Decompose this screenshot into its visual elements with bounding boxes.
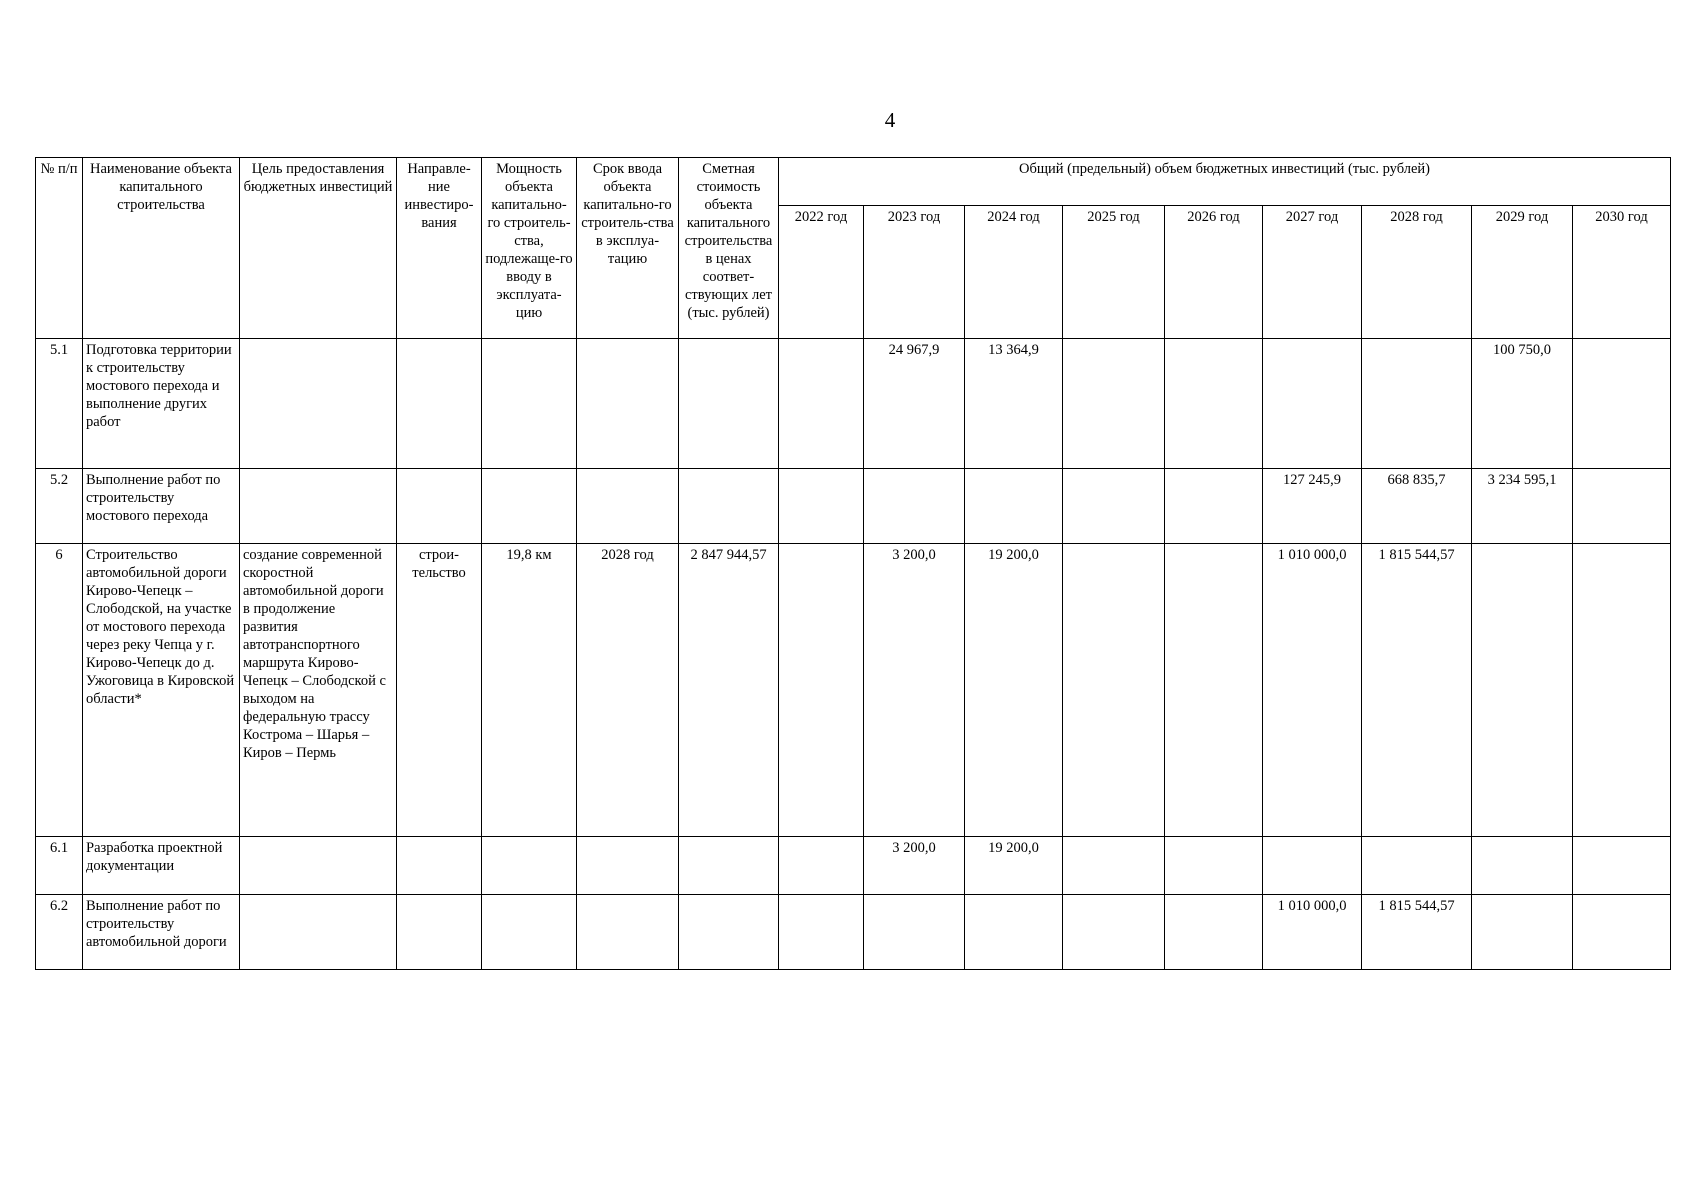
table-row: [36, 469, 1671, 544]
year-value: [1165, 895, 1263, 970]
capacity: [482, 837, 577, 895]
year-value: 127 245,9: [1263, 469, 1362, 544]
header-investment-direction: Направле-ние инвестиро-вания: [397, 158, 482, 339]
row-number: 6: [36, 544, 83, 837]
commissioning-term: 2028 год: [577, 544, 679, 837]
commissioning-term: [577, 339, 679, 469]
capacity: [482, 895, 577, 970]
year-value: 1 815 544,57: [1362, 895, 1472, 970]
object-name: Подготовка территории к строительству мостового перехода и выполнение других работ: [83, 339, 240, 469]
header-total-investment: Общий (предельный) объем бюджетных инвестиций (тыс. рублей): [779, 158, 1671, 206]
year-header: 2026 год: [1165, 206, 1263, 339]
year-value: [779, 544, 864, 837]
year-header: 2023 год: [864, 206, 965, 339]
year-value: [864, 895, 965, 970]
object-name: Строительство автомобильной дороги Кирово-Чепецк – Слободской, на участке от мостового перехода через реку Чепца у г. Кирово-Чепецк до д. Ужоговица в Кировской области*: [83, 544, 240, 837]
year-value: 100 750,0: [1472, 339, 1573, 469]
year-value: [1573, 469, 1671, 544]
year-value: [1362, 339, 1472, 469]
year-value: 19 200,0: [965, 544, 1063, 837]
year-value: [1362, 837, 1472, 895]
investment-goal: [240, 339, 397, 469]
year-value: [1472, 895, 1573, 970]
year-header: 2030 год: [1573, 206, 1671, 339]
year-value: [1573, 895, 1671, 970]
year-value: 1 010 000,0: [1263, 895, 1362, 970]
year-value: [1573, 339, 1671, 469]
budget-investment-table: [35, 157, 1671, 970]
header-object-name: Наименование объекта капитального строительства: [83, 158, 240, 339]
year-value: [1063, 469, 1165, 544]
estimated-cost: 2 847 944,57: [679, 544, 779, 837]
investment-direction: [397, 339, 482, 469]
estimated-cost: [679, 895, 779, 970]
year-value: [1573, 544, 1671, 837]
year-value: [1263, 837, 1362, 895]
row-number: 5.1: [36, 339, 83, 469]
header-investment-goal: Цель предоставления бюджетных инвестиций: [240, 158, 397, 339]
year-value: 3 234 595,1: [1472, 469, 1573, 544]
investment-goal: [240, 469, 397, 544]
header-commissioning-term: Срок ввода объекта капитально-го строитель-ства в эксплуа-тацию: [577, 158, 679, 339]
year-value: [779, 837, 864, 895]
investment-goal: создание современной скоростной автомобильной дороги в продолжение развития автотранспортного маршрута Кирово-Чепецк – Слободской с выходом на федеральную трассу Кострома – Шарья – Киров – Пермь: [240, 544, 397, 837]
investment-direction: [397, 895, 482, 970]
year-value: [779, 339, 864, 469]
row-number: 6.2: [36, 895, 83, 970]
year-header: 2028 год: [1362, 206, 1472, 339]
year-value: 24 967,9: [864, 339, 965, 469]
year-value: [779, 895, 864, 970]
year-value: [1472, 544, 1573, 837]
year-value: 1 010 000,0: [1263, 544, 1362, 837]
year-value: 19 200,0: [965, 837, 1063, 895]
year-header: 2027 год: [1263, 206, 1362, 339]
object-name: Выполнение работ по строительству автомобильной дороги: [83, 895, 240, 970]
year-value: [864, 469, 965, 544]
year-value: [1165, 469, 1263, 544]
table-row: [36, 837, 1671, 895]
year-value: 13 364,9: [965, 339, 1063, 469]
year-value: [1063, 895, 1165, 970]
investment-direction: [397, 837, 482, 895]
year-value: 1 815 544,57: [1362, 544, 1472, 837]
year-value: [1263, 339, 1362, 469]
header-capacity: Мощность объекта капитально-го строитель-ства, подлежаще-го вводу в эксплуата-цию: [482, 158, 577, 339]
capacity: [482, 339, 577, 469]
year-value: 3 200,0: [864, 837, 965, 895]
table-row: [36, 544, 1671, 837]
commissioning-term: [577, 469, 679, 544]
investment-direction: [397, 469, 482, 544]
year-value: [1165, 339, 1263, 469]
capacity: [482, 469, 577, 544]
year-value: 668 835,7: [1362, 469, 1472, 544]
year-header: 2024 год: [965, 206, 1063, 339]
year-value: [1063, 544, 1165, 837]
table-row: [36, 895, 1671, 970]
table-row: [36, 339, 1671, 469]
year-value: 3 200,0: [864, 544, 965, 837]
page-number: 4: [884, 108, 896, 132]
commissioning-term: [577, 837, 679, 895]
year-value: [965, 895, 1063, 970]
header-num: № п/п: [36, 158, 83, 339]
year-value: [1165, 544, 1263, 837]
year-value: [965, 469, 1063, 544]
investment-direction: строи-тельство: [397, 544, 482, 837]
year-header: 2025 год: [1063, 206, 1165, 339]
year-value: [1063, 837, 1165, 895]
object-name: Выполнение работ по строительству мостового перехода: [83, 469, 240, 544]
estimated-cost: [679, 469, 779, 544]
year-value: [1472, 837, 1573, 895]
row-number: 5.2: [36, 469, 83, 544]
investment-goal: [240, 837, 397, 895]
commissioning-term: [577, 895, 679, 970]
estimated-cost: [679, 837, 779, 895]
year-header: 2029 год: [1472, 206, 1573, 339]
year-value: [1165, 837, 1263, 895]
row-number: 6.1: [36, 837, 83, 895]
object-name: Разработка проектной документации: [83, 837, 240, 895]
year-value: [1573, 837, 1671, 895]
year-header: 2022 год: [779, 206, 864, 339]
investment-goal: [240, 895, 397, 970]
year-value: [779, 469, 864, 544]
year-value: [1063, 339, 1165, 469]
estimated-cost: [679, 339, 779, 469]
capacity: 19,8 км: [482, 544, 577, 837]
header-estimated-cost: Сметная стоимость объекта капитального строительства в ценах соответ-ствующих лет (тыс. рублей): [679, 158, 779, 339]
